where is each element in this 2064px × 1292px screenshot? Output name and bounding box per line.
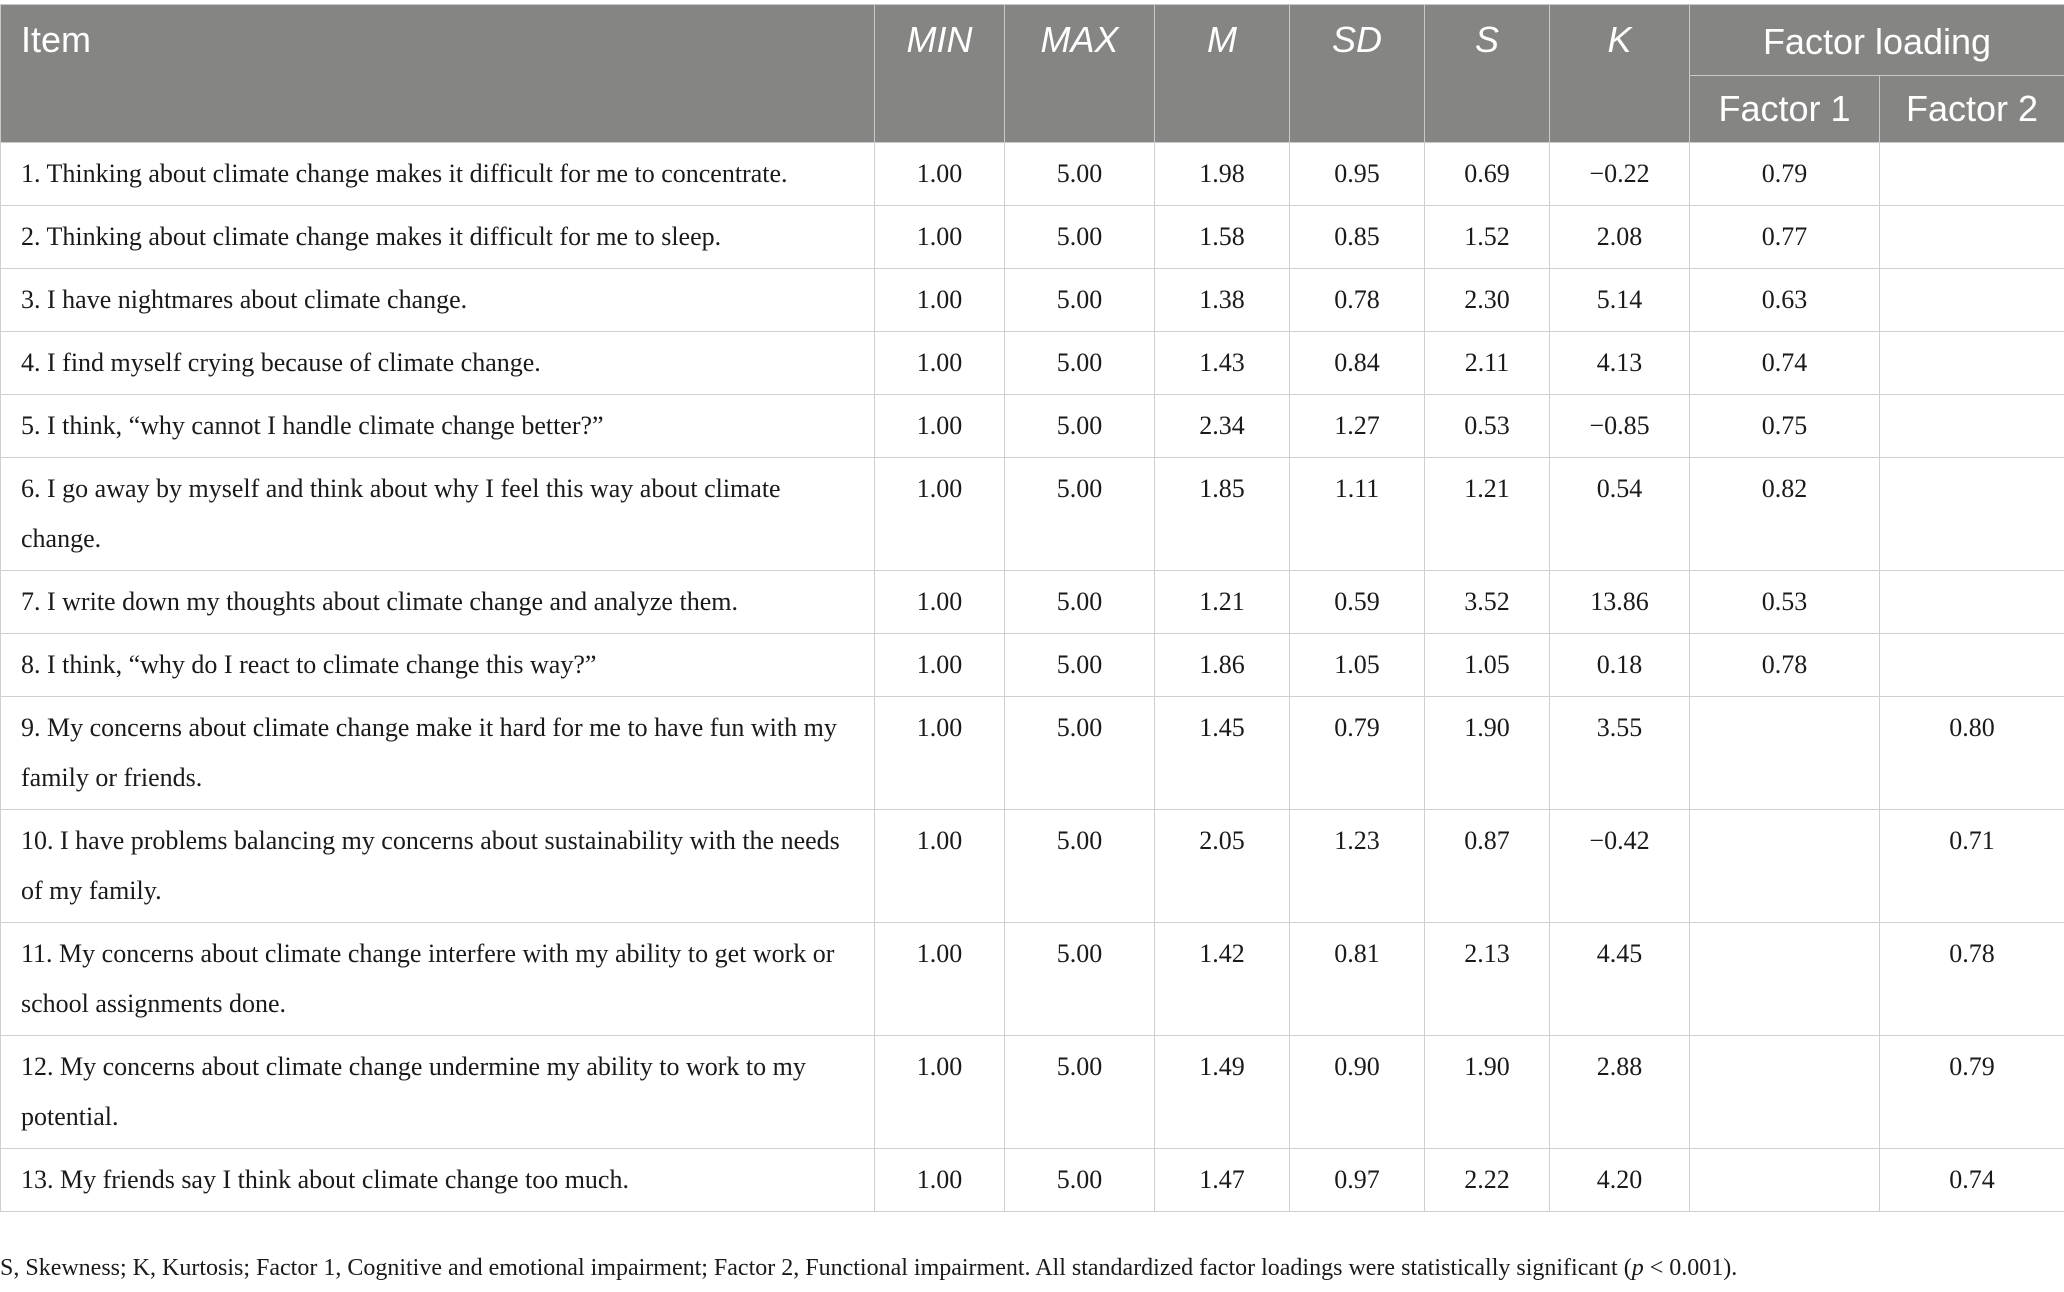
header-factor-1: Factor 1 xyxy=(1690,76,1880,143)
cell-item: 8. I think, “why do I react to climate change this way?” xyxy=(1,634,875,697)
cell-min: 1.00 xyxy=(875,1149,1005,1212)
cell-k: 4.45 xyxy=(1550,923,1690,1036)
cell-item: 7. I write down my thoughts about climate change and analyze them. xyxy=(1,571,875,634)
cell-f1: 0.82 xyxy=(1690,458,1880,571)
header-item: Item xyxy=(1,5,875,143)
cell-f2: 0.74 xyxy=(1880,1149,2064,1212)
cell-k: 2.88 xyxy=(1550,1036,1690,1149)
cell-s: 1.90 xyxy=(1425,697,1550,810)
cell-sd: 0.84 xyxy=(1290,332,1425,395)
cell-m: 2.05 xyxy=(1155,810,1290,923)
table-row xyxy=(1,1149,2064,1212)
footnote-p-symbol: p xyxy=(1631,1255,1644,1281)
cell-m: 1.47 xyxy=(1155,1149,1290,1212)
cell-k: 2.08 xyxy=(1550,206,1690,269)
header-min: MIN xyxy=(875,5,1005,143)
cell-f1: 0.79 xyxy=(1690,143,1880,206)
cell-s: 2.30 xyxy=(1425,269,1550,332)
cell-item: 5. I think, “why cannot I handle climate change better?” xyxy=(1,395,875,458)
table-row xyxy=(1,143,2064,206)
cell-item: 6. I go away by myself and think about why I feel this way about climate change. xyxy=(1,458,875,571)
cell-f2 xyxy=(1880,332,2064,395)
cell-m: 2.34 xyxy=(1155,395,1290,458)
header-factor-loading: Factor loading xyxy=(1690,5,2064,76)
cell-s: 2.22 xyxy=(1425,1149,1550,1212)
cell-sd: 0.90 xyxy=(1290,1036,1425,1149)
table-row xyxy=(1,923,2064,1036)
cell-sd: 1.27 xyxy=(1290,395,1425,458)
cell-max: 5.00 xyxy=(1005,395,1155,458)
cell-item: 9. My concerns about climate change make it hard for me to have fun with my family or friends. xyxy=(1,697,875,810)
cell-max: 5.00 xyxy=(1005,458,1155,571)
cell-f1 xyxy=(1690,1036,1880,1149)
cell-f1: 0.63 xyxy=(1690,269,1880,332)
table-row xyxy=(1,269,2064,332)
table-row xyxy=(1,571,2064,634)
cell-item: 2. Thinking about climate change makes it difficult for me to sleep. xyxy=(1,206,875,269)
cell-min: 1.00 xyxy=(875,143,1005,206)
data-table-container xyxy=(0,4,2064,1212)
cell-f1: 0.77 xyxy=(1690,206,1880,269)
cell-m: 1.45 xyxy=(1155,697,1290,810)
cell-item: 11. My concerns about climate change interfere with my ability to get work or school assignments done. xyxy=(1,923,875,1036)
cell-sd: 0.78 xyxy=(1290,269,1425,332)
cell-k: 13.86 xyxy=(1550,571,1690,634)
table-footnote xyxy=(0,1253,2064,1283)
table-header xyxy=(1,5,2064,143)
cell-sd: 0.81 xyxy=(1290,923,1425,1036)
cell-item: 12. My concerns about climate change undermine my ability to work to my potential. xyxy=(1,1036,875,1149)
cell-sd: 0.59 xyxy=(1290,571,1425,634)
cell-max: 5.00 xyxy=(1005,634,1155,697)
cell-sd: 0.95 xyxy=(1290,143,1425,206)
cell-sd: 1.23 xyxy=(1290,810,1425,923)
cell-min: 1.00 xyxy=(875,206,1005,269)
table-row xyxy=(1,1036,2064,1149)
cell-m: 1.38 xyxy=(1155,269,1290,332)
cell-f2: 0.80 xyxy=(1880,697,2064,810)
header-max: MAX xyxy=(1005,5,1155,143)
cell-k: 0.18 xyxy=(1550,634,1690,697)
cell-m: 1.58 xyxy=(1155,206,1290,269)
cell-item: 10. I have problems balancing my concerns about sustainability with the needs of my family. xyxy=(1,810,875,923)
cell-min: 1.00 xyxy=(875,458,1005,571)
cell-max: 5.00 xyxy=(1005,206,1155,269)
cell-f1: 0.74 xyxy=(1690,332,1880,395)
descriptive-statistics-table xyxy=(0,4,2064,1212)
cell-s: 0.53 xyxy=(1425,395,1550,458)
header-factor-2: Factor 2 xyxy=(1880,76,2064,143)
cell-k: −0.22 xyxy=(1550,143,1690,206)
cell-max: 5.00 xyxy=(1005,923,1155,1036)
cell-f2 xyxy=(1880,269,2064,332)
cell-min: 1.00 xyxy=(875,923,1005,1036)
cell-k: 3.55 xyxy=(1550,697,1690,810)
cell-min: 1.00 xyxy=(875,810,1005,923)
cell-m: 1.42 xyxy=(1155,923,1290,1036)
cell-f1 xyxy=(1690,697,1880,810)
cell-s: 1.05 xyxy=(1425,634,1550,697)
cell-f2: 0.79 xyxy=(1880,1036,2064,1149)
cell-k: 4.20 xyxy=(1550,1149,1690,1212)
table-row xyxy=(1,332,2064,395)
cell-s: 0.87 xyxy=(1425,810,1550,923)
cell-item: 1. Thinking about climate change makes it difficult for me to concentrate. xyxy=(1,143,875,206)
cell-m: 1.49 xyxy=(1155,1036,1290,1149)
cell-k: 4.13 xyxy=(1550,332,1690,395)
table-row xyxy=(1,697,2064,810)
cell-min: 1.00 xyxy=(875,634,1005,697)
table-row xyxy=(1,395,2064,458)
cell-min: 1.00 xyxy=(875,269,1005,332)
cell-f2 xyxy=(1880,206,2064,269)
cell-item: 4. I find myself crying because of climate change. xyxy=(1,332,875,395)
table-row xyxy=(1,810,2064,923)
cell-f2: 0.71 xyxy=(1880,810,2064,923)
cell-k: 5.14 xyxy=(1550,269,1690,332)
footnote-text: S, Skewness; K, Kurtosis; Factor 1, Cognitive and emotional impairment; Factor 2, Functional impairment. All standardized factor loadings were statistically significant ( xyxy=(0,1255,1632,1281)
table-row xyxy=(1,206,2064,269)
cell-m: 1.43 xyxy=(1155,332,1290,395)
cell-item: 13. My friends say I think about climate change too much. xyxy=(1,1149,875,1212)
cell-s: 0.69 xyxy=(1425,143,1550,206)
table-body xyxy=(1,143,2064,1212)
header-sd: SD xyxy=(1290,5,1425,143)
header-mean: M xyxy=(1155,5,1290,143)
cell-f2 xyxy=(1880,395,2064,458)
cell-min: 1.00 xyxy=(875,697,1005,810)
cell-k: −0.85 xyxy=(1550,395,1690,458)
cell-max: 5.00 xyxy=(1005,571,1155,634)
cell-min: 1.00 xyxy=(875,571,1005,634)
cell-s: 1.52 xyxy=(1425,206,1550,269)
cell-min: 1.00 xyxy=(875,1036,1005,1149)
cell-f1: 0.78 xyxy=(1690,634,1880,697)
cell-f2 xyxy=(1880,143,2064,206)
cell-max: 5.00 xyxy=(1005,332,1155,395)
cell-m: 1.85 xyxy=(1155,458,1290,571)
table-row xyxy=(1,458,2064,571)
cell-f1 xyxy=(1690,923,1880,1036)
cell-max: 5.00 xyxy=(1005,269,1155,332)
cell-f2 xyxy=(1880,571,2064,634)
cell-sd: 0.85 xyxy=(1290,206,1425,269)
cell-min: 1.00 xyxy=(875,395,1005,458)
cell-sd: 0.79 xyxy=(1290,697,1425,810)
cell-m: 1.86 xyxy=(1155,634,1290,697)
cell-max: 5.00 xyxy=(1005,1149,1155,1212)
cell-k: 0.54 xyxy=(1550,458,1690,571)
cell-item: 3. I have nightmares about climate change. xyxy=(1,269,875,332)
table-row xyxy=(1,634,2064,697)
cell-s: 1.90 xyxy=(1425,1036,1550,1149)
cell-sd: 1.05 xyxy=(1290,634,1425,697)
cell-min: 1.00 xyxy=(875,332,1005,395)
cell-s: 2.11 xyxy=(1425,332,1550,395)
cell-m: 1.98 xyxy=(1155,143,1290,206)
cell-sd: 1.11 xyxy=(1290,458,1425,571)
cell-m: 1.21 xyxy=(1155,571,1290,634)
cell-f1 xyxy=(1690,810,1880,923)
cell-s: 3.52 xyxy=(1425,571,1550,634)
cell-f1: 0.75 xyxy=(1690,395,1880,458)
cell-max: 5.00 xyxy=(1005,143,1155,206)
cell-f2 xyxy=(1880,634,2064,697)
footnote-p-value: < 0.001). xyxy=(1643,1255,1738,1281)
cell-max: 5.00 xyxy=(1005,697,1155,810)
cell-sd: 0.97 xyxy=(1290,1149,1425,1212)
header-kurtosis: K xyxy=(1550,5,1690,143)
cell-f1 xyxy=(1690,1149,1880,1212)
header-skewness: S xyxy=(1425,5,1550,143)
cell-max: 5.00 xyxy=(1005,1036,1155,1149)
cell-k: −0.42 xyxy=(1550,810,1690,923)
cell-s: 2.13 xyxy=(1425,923,1550,1036)
cell-f1: 0.53 xyxy=(1690,571,1880,634)
cell-f2: 0.78 xyxy=(1880,923,2064,1036)
cell-f2 xyxy=(1880,458,2064,571)
cell-max: 5.00 xyxy=(1005,810,1155,923)
cell-s: 1.21 xyxy=(1425,458,1550,571)
